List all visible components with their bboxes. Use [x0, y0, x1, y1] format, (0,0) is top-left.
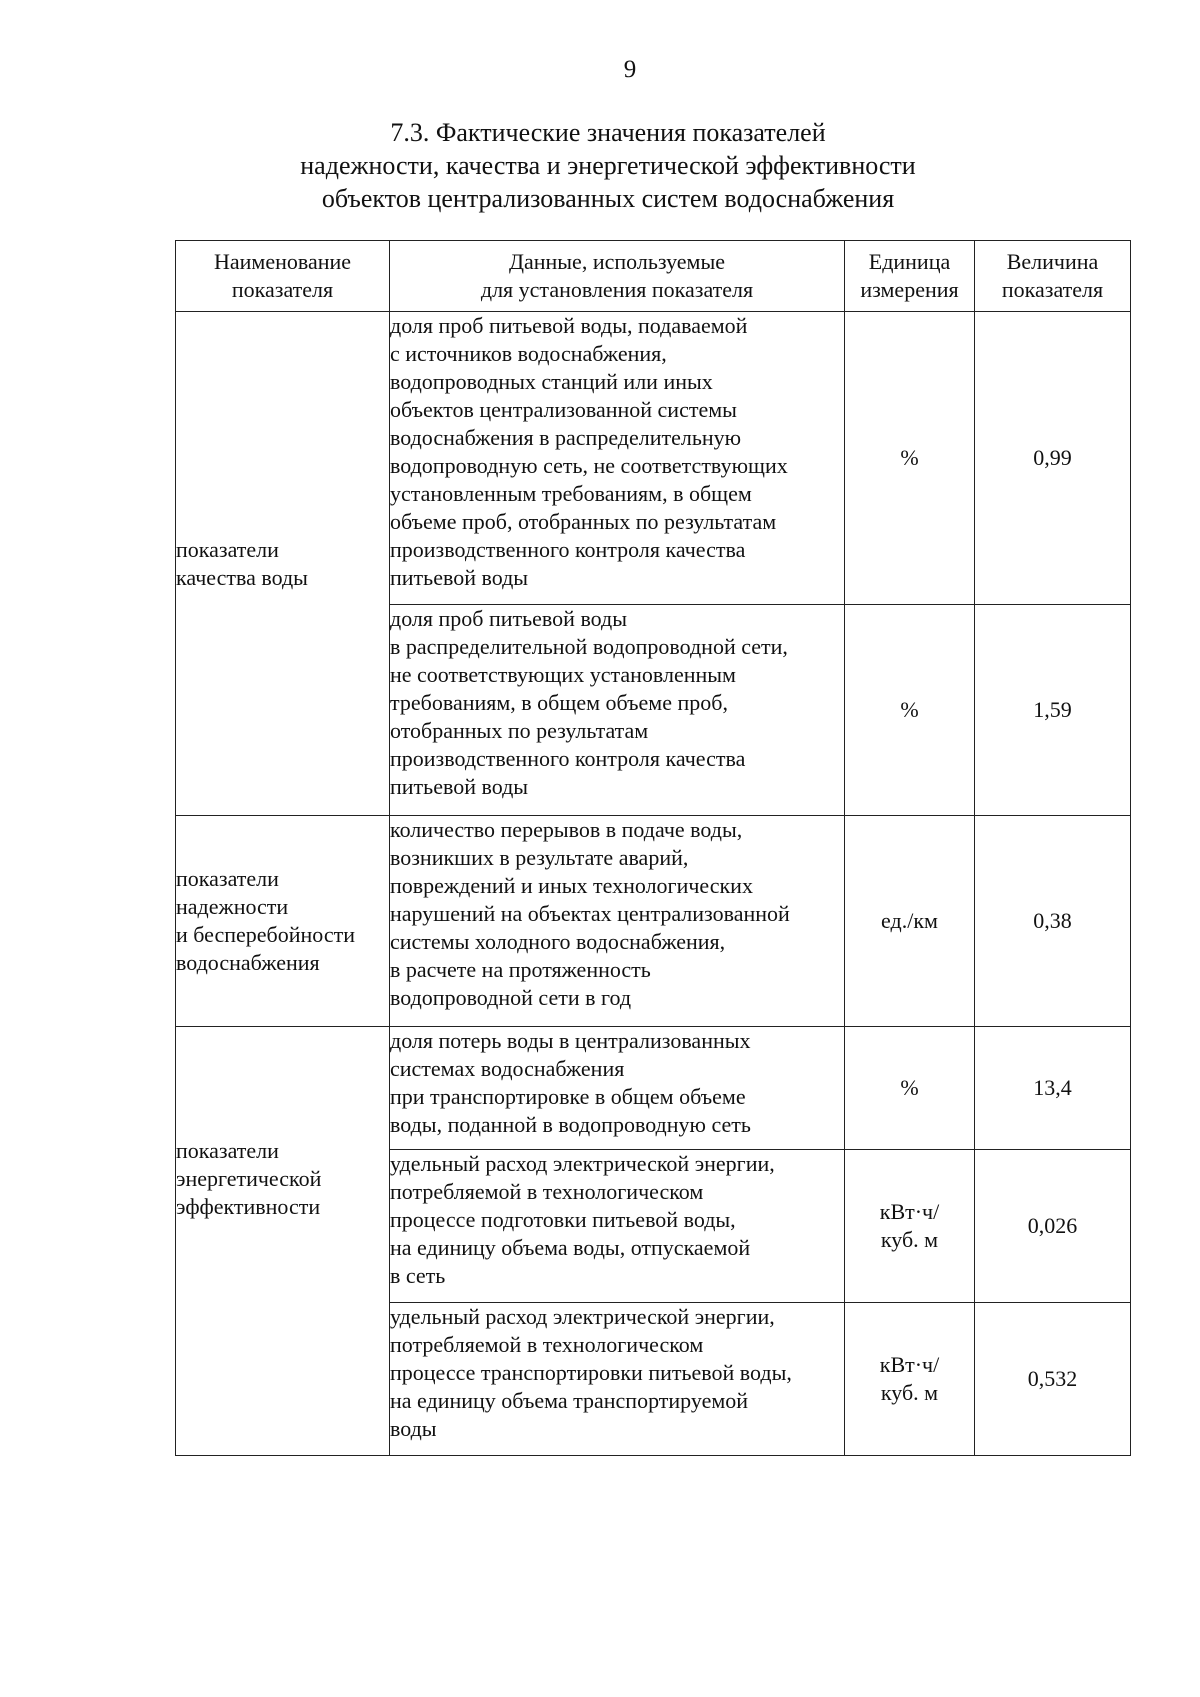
text-line: водопроводных станций или иных — [390, 369, 713, 394]
text-line: удельный расход электрической энергии, — [390, 1304, 775, 1329]
row-description — [390, 816, 845, 1027]
text-line: % — [900, 1075, 919, 1100]
text-line: и бесперебойности — [176, 922, 355, 947]
table-row — [176, 1027, 1131, 1150]
text-line: отобранных по результатам — [390, 718, 649, 743]
group-name-energy-efficiency — [176, 1027, 390, 1456]
text-line: с источников водоснабжения, — [390, 341, 667, 366]
row-unit — [845, 312, 975, 605]
text-line: надежности — [176, 894, 289, 919]
text-line: установленным требованиям, в общем — [390, 481, 752, 506]
row-value: 1,59 — [975, 605, 1131, 816]
table-row — [176, 312, 1131, 605]
row-description — [390, 1027, 845, 1150]
text-line: куб. м — [880, 1227, 939, 1252]
text-line: удельный расход электрической энергии, — [390, 1151, 775, 1176]
text-line: кВт·ч/ — [879, 1352, 940, 1377]
indicators-table — [175, 240, 1131, 1456]
text-line: количество перерывов в подаче воды, — [390, 817, 743, 842]
text-line: нарушений на объектах централизованной — [390, 901, 790, 926]
table-row — [176, 816, 1131, 1027]
text-line: производственного контроля качества — [390, 746, 746, 771]
text-line: показателя — [1001, 277, 1104, 302]
document-title — [0, 116, 1200, 215]
text-line: показателя — [231, 277, 334, 302]
row-value: 0,38 — [975, 816, 1131, 1027]
row-value: 0,99 — [975, 312, 1131, 605]
text-line: питьевой воды — [390, 565, 529, 590]
text-line: объеме проб, отобранных по результатам — [390, 509, 777, 534]
row-unit — [845, 1150, 975, 1303]
text-line: Величина — [1006, 249, 1099, 274]
text-line: потребляемой в технологическом — [390, 1179, 704, 1204]
text-line: в распределительной водопроводной сети, — [390, 634, 788, 659]
text-line: ед./км — [881, 908, 938, 933]
text-line: на единицу объема воды, отпускаемой — [390, 1235, 751, 1260]
text-line: производственного контроля качества — [390, 537, 746, 562]
text-line: потребляемой в технологическом — [390, 1332, 704, 1357]
text-line: водоснабжения — [176, 950, 320, 975]
text-line: при транспортировке в общем объеме — [390, 1084, 746, 1109]
text-line: доля проб питьевой воды, подаваемой — [390, 313, 748, 338]
text-line: повреждений и иных технологических — [390, 873, 753, 898]
table-header-row — [176, 241, 1131, 312]
text-line: эффективности — [176, 1194, 321, 1219]
text-line: водоснабжения в распределительную — [390, 425, 742, 450]
text-line: воды — [390, 1416, 437, 1441]
title-line-2: надежности, качества и энергетической эффективности — [300, 151, 916, 180]
text-line: куб. м — [880, 1380, 939, 1405]
text-line: измерения — [860, 277, 959, 302]
text-line: показатели — [176, 866, 279, 891]
text-line: водопроводную сеть, не соответствующих — [390, 453, 788, 478]
title-line-3: объектов централизованных систем водоснабжения — [321, 184, 895, 213]
text-line: показатели — [176, 536, 279, 562]
text-line: возникших в результате аварий, — [390, 845, 689, 870]
row-value: 0,532 — [975, 1303, 1131, 1456]
text-line: Наименование — [213, 249, 352, 274]
text-line: доля потерь воды в централизованных — [390, 1028, 751, 1053]
row-unit — [845, 605, 975, 816]
header-unit — [845, 241, 975, 312]
text-line: Единица — [868, 249, 951, 274]
text-line: объектов централизованной системы — [390, 397, 737, 422]
text-line: кВт·ч/ — [879, 1199, 940, 1224]
text-line: качества воды — [176, 564, 308, 590]
title-line-1: 7.3. Фактические значения показателей — [390, 118, 826, 147]
text-line: в расчете на протяженность — [390, 957, 651, 982]
header-name — [176, 241, 390, 312]
row-unit — [845, 816, 975, 1027]
text-line: водопроводной сети в год — [390, 985, 632, 1010]
text-line: процессе подготовки питьевой воды, — [390, 1207, 736, 1232]
text-line: питьевой воды — [390, 774, 529, 799]
row-description — [390, 1150, 845, 1303]
row-value: 13,4 — [975, 1027, 1131, 1150]
row-unit — [845, 1303, 975, 1456]
text-line: системах водоснабжения — [390, 1056, 625, 1081]
page-number: 9 — [623, 56, 637, 83]
text-line: % — [900, 445, 919, 470]
row-value: 0,026 — [975, 1150, 1131, 1303]
row-description — [390, 312, 845, 605]
header-data — [390, 241, 845, 312]
group-name-reliability — [176, 816, 390, 1027]
text-line: доля проб питьевой воды — [390, 606, 628, 631]
text-line: не соответствующих установленным — [390, 662, 736, 687]
text-line: Данные, используемые — [508, 249, 726, 274]
text-line: процессе транспортировки питьевой воды, — [390, 1360, 792, 1385]
text-line: показатели — [176, 1138, 279, 1163]
text-line: воды, поданной в водопроводную сеть — [390, 1112, 751, 1137]
text-line: % — [900, 697, 919, 722]
text-line: для установления показателя — [480, 277, 754, 302]
text-line: системы холодного водоснабжения, — [390, 929, 726, 954]
text-line: на единицу объема транспортируемой — [390, 1388, 749, 1413]
text-line: требованиям, в общем объеме проб, — [390, 690, 728, 715]
row-description — [390, 1303, 845, 1456]
text-line: в сеть — [390, 1263, 446, 1288]
row-unit — [845, 1027, 975, 1150]
row-description — [390, 605, 845, 816]
header-value — [975, 241, 1131, 312]
text-line: энергетической — [176, 1166, 322, 1191]
group-name-water-quality — [176, 312, 390, 816]
